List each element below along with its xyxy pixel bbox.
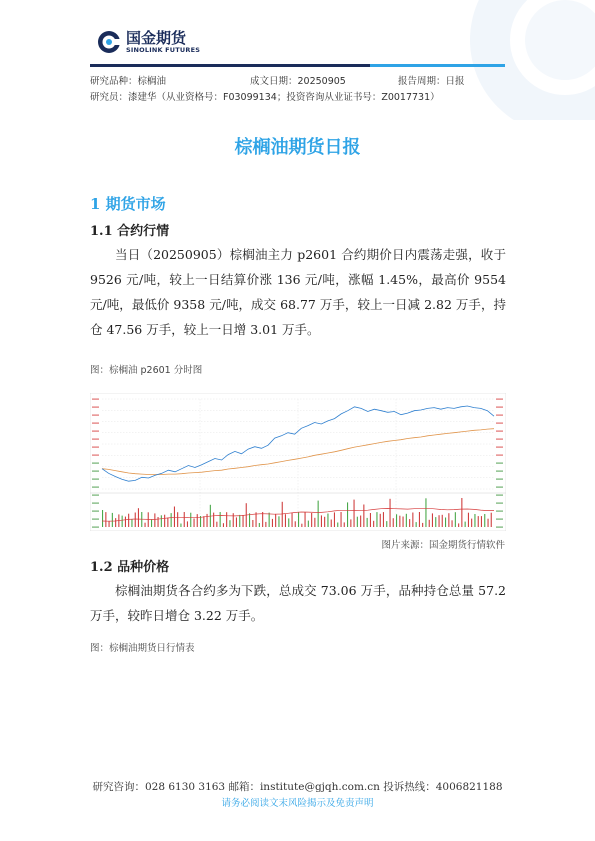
volume-bar: [102, 510, 103, 527]
right-axis-tick: [496, 423, 503, 424]
volume-bar: [128, 514, 129, 527]
right-axis-tick: [496, 439, 503, 440]
volume-bar: [314, 518, 315, 527]
volume-bar: [367, 518, 368, 527]
right-axis-tick: [496, 399, 503, 400]
right-axis-tick: [496, 407, 503, 408]
volume-bar: [337, 523, 338, 528]
left-axis-tick: [92, 423, 99, 424]
volume-bar: [445, 518, 446, 528]
right-axis-tick: [496, 415, 503, 416]
volume-bar: [363, 505, 364, 528]
left-axis-tick: [92, 431, 99, 432]
volume-bar: [197, 514, 198, 527]
report-period: 报告周期：日报: [398, 76, 465, 87]
volume-bar: [465, 522, 466, 527]
logo-name-cn: 国金期货: [126, 29, 187, 47]
volume-bar: [226, 512, 227, 527]
volume-bar: [275, 514, 276, 527]
volume-bar: [135, 513, 136, 528]
research-variety: 研究品种：棕榈油: [90, 76, 167, 87]
left-axis-tick: [92, 527, 99, 528]
volume-bar: [360, 516, 361, 528]
contract-quotes-paragraph: 当日（20250905）棕榈油主力 p2601 合约期价日内震荡走强，收于 9526 元/吨，较上一日结算价涨 136 元/吨，涨幅 1.45%，最高价 9554 元/吨，最低价 9358 元/吨，成交 68.77 万手，较上一日减 2.82 万手，持仓 47.56 万手，较上一日增 3.01 万手。: [90, 247, 506, 337]
left-axis-tick: [92, 407, 99, 408]
volume-bar: [269, 513, 270, 527]
volume-bar: [429, 520, 430, 527]
intraday-chart: [90, 393, 506, 531]
volume-bar: [229, 520, 230, 527]
volume-bar: [184, 512, 185, 527]
volume-bar: [167, 518, 168, 527]
right-axis-tick: [496, 455, 503, 456]
volume-bar: [383, 512, 384, 527]
volume-bar: [468, 513, 469, 527]
left-axis-tick: [92, 439, 99, 440]
volume-bar: [380, 514, 381, 527]
volume-bar: [422, 523, 423, 527]
right-axis-tick: [496, 471, 503, 472]
section-heading-futures-market: 1 期货市场: [90, 195, 166, 213]
volume-bar: [403, 517, 404, 528]
company-logo: [97, 30, 200, 54]
volume-bar: [259, 523, 260, 527]
figure-caption-daily-table: 图：棕榈油期货日行情表: [90, 643, 195, 654]
volume-bar: [171, 513, 172, 527]
volume-bar: [370, 513, 371, 527]
footer-disclaimer: 请务必阅读文末风险揭示及免责声明: [221, 798, 374, 809]
left-axis-tick: [92, 487, 99, 488]
volume-bar: [265, 522, 266, 527]
volume-bar: [471, 519, 472, 527]
volume-bar: [207, 514, 208, 527]
volume-bar: [187, 521, 188, 527]
right-axis-tick: [496, 511, 503, 512]
volume-bar: [409, 519, 410, 527]
volume-bar: [461, 498, 462, 527]
footer-contact: 研究咨询：028 6130 3163 邮箱：institute@gjqh.com.cn 投诉热线：4006821188: [92, 781, 503, 793]
volume-bar: [115, 518, 116, 527]
volume-bar: [131, 519, 132, 527]
volume-bar: [324, 517, 325, 527]
volume-bar: [180, 524, 181, 528]
figure-caption-intraday: 图：棕榈油 p2601 分时图: [90, 365, 203, 376]
left-axis-tick: [92, 495, 99, 496]
volume-bar: [488, 519, 489, 527]
section-heading-variety-prices: 1.2 品种价格: [90, 560, 170, 575]
volume-bar: [122, 516, 123, 527]
volume-bar: [386, 521, 387, 527]
volume-bar: [151, 520, 152, 527]
volume-bar: [301, 524, 302, 527]
volume-bar: [376, 512, 377, 527]
volume-bar: [278, 516, 279, 527]
volume-bar: [334, 512, 335, 527]
volume-bar: [416, 522, 417, 527]
volume-bar: [318, 501, 319, 527]
section-heading-contract-quotes: 1.1 合约行情: [90, 224, 170, 239]
volume-bar: [213, 513, 214, 527]
volume-bar: [272, 519, 273, 527]
volume-bar: [158, 517, 159, 527]
volume-bar: [252, 520, 253, 527]
volume-bar: [474, 514, 475, 527]
volume-bar: [109, 521, 110, 527]
variety-prices-paragraph: 棕榈油期货各合约多为下跌，总成交 73.06 万手，品种持仓总量 57.2 万手，较昨日增仓 3.22 万手。: [90, 583, 506, 623]
volume-bar: [399, 516, 400, 527]
volume-bar: [112, 513, 113, 527]
volume-bar: [331, 520, 332, 528]
left-axis-tick: [92, 399, 99, 400]
volume-bar: [435, 517, 436, 527]
volume-bar: [177, 512, 178, 527]
volume-bar: [164, 515, 165, 527]
volume-bar: [347, 502, 348, 527]
left-axis-tick: [92, 415, 99, 416]
right-axis-tick: [496, 463, 503, 464]
left-axis-tick: [92, 471, 99, 472]
volume-bar: [285, 514, 286, 527]
volume-bar: [406, 514, 407, 527]
right-axis-tick: [496, 431, 503, 432]
left-axis-tick: [92, 463, 99, 464]
volume-bar: [425, 498, 426, 527]
volume-bar: [262, 512, 263, 527]
volume-bar: [432, 513, 433, 527]
volume-bar: [288, 518, 289, 527]
volume-bar: [373, 521, 374, 527]
volume-bar: [138, 508, 139, 527]
volume-bar: [396, 514, 397, 527]
volume-bar: [305, 512, 306, 527]
logo-name-en: SINOLINK FUTURES: [126, 46, 201, 54]
volume-bar: [239, 515, 240, 527]
volume-bar: [357, 517, 358, 527]
volume-bar: [203, 516, 204, 527]
volume-bar: [292, 513, 293, 527]
volume-bar: [491, 513, 492, 527]
figure-source-intraday: 图片来源：国金期货行情软件: [381, 540, 505, 551]
volume-bar: [194, 519, 195, 528]
volume-bar: [125, 517, 126, 527]
volume-bar: [321, 515, 322, 527]
volume-bar: [448, 513, 449, 527]
volume-bar: [308, 521, 309, 527]
volume-bar: [458, 523, 459, 527]
report-date: 成文日期：20250905: [250, 76, 346, 87]
volume-bar: [350, 519, 351, 527]
volume-bar: [220, 512, 221, 527]
right-axis-tick: [496, 487, 503, 488]
left-axis-tick: [92, 511, 99, 512]
volume-bar: [419, 512, 420, 527]
volume-bar: [298, 512, 299, 527]
page-title: 棕榈油期货日报: [234, 137, 361, 158]
volume-bar: [105, 512, 106, 527]
volume-bar: [327, 514, 328, 528]
volume-bar: [311, 513, 312, 527]
right-axis-tick: [496, 479, 503, 480]
volume-bar: [442, 515, 443, 527]
volume-bar: [390, 499, 391, 527]
volume-bar: [282, 502, 283, 527]
volume-bar: [344, 522, 345, 527]
volume-bar: [161, 515, 162, 527]
volume-bar: [174, 507, 175, 528]
left-axis-tick: [92, 479, 99, 480]
volume-bar: [484, 514, 485, 527]
volume-bar: [223, 523, 224, 527]
right-axis-tick: [496, 447, 503, 448]
volume-bar: [145, 523, 146, 527]
volume-bar: [256, 512, 257, 527]
left-axis-tick: [92, 503, 99, 504]
volume-bar: [233, 513, 234, 527]
volume-bar: [452, 520, 453, 527]
volume-bar: [478, 516, 479, 527]
volume-bar: [236, 517, 237, 527]
volume-bar: [341, 512, 342, 527]
volume-bar: [412, 513, 413, 528]
volume-bar: [393, 518, 394, 527]
volume-bar: [154, 513, 155, 527]
left-axis-tick: [92, 447, 99, 448]
volume-bar: [216, 522, 217, 527]
volume-bar: [243, 515, 244, 527]
left-axis-tick: [92, 455, 99, 456]
logo-mark-icon: [97, 30, 121, 54]
analyst-info: 研究员：漆建华（从业资格号：F03099134；投资咨询从业证书号：Z0017731）: [90, 92, 440, 103]
right-axis-tick: [496, 527, 503, 528]
volume-bar: [190, 513, 191, 527]
volume-bar: [249, 513, 250, 527]
volume-bar: [354, 500, 355, 527]
left-axis-tick: [92, 519, 99, 520]
right-axis-tick: [496, 519, 503, 520]
volume-bar: [439, 515, 440, 527]
right-axis-tick: [496, 495, 503, 496]
volume-bar: [455, 512, 456, 527]
volume-bar: [481, 516, 482, 527]
right-axis-tick: [496, 503, 503, 504]
volume-bar: [295, 521, 296, 527]
header-divider: [90, 64, 505, 67]
